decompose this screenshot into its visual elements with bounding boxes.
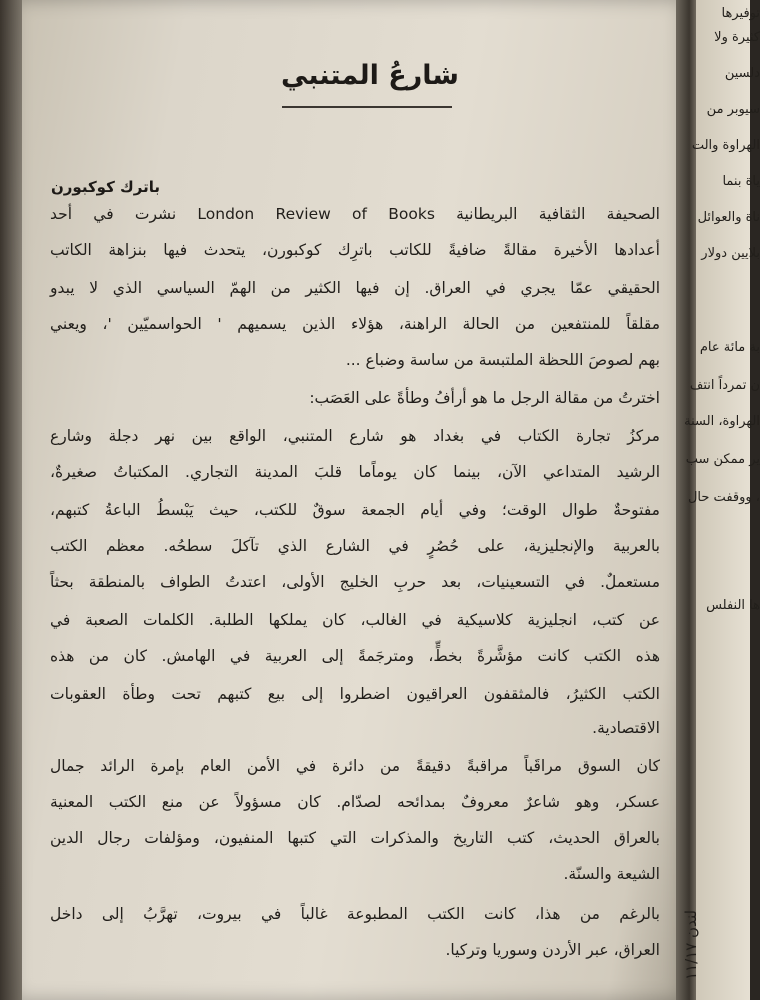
facing-page-fragment: كثيرة ولا — [714, 30, 760, 45]
body-line: الكتب الكثيرُ، فالمثقفون العراقيون اضطروا إلى بيع كتبهم تحت وطأة العقوبات — [50, 685, 660, 703]
body-line: الاقتصادية. — [592, 719, 660, 737]
body-line: بالعراق الحديث، كتب التاريخ والمذكرات التي كتبها المنفيون، ومؤلفات رجال الدين — [50, 829, 660, 847]
body-line: مقلقاً للمنتفعين من الحالة الراهنة، هؤلاء الذين يسميهم ' الحواسميّين '، ويعني — [50, 315, 660, 333]
facing-page-fragment: الهراوة والت — [691, 138, 760, 153]
signature-date: لندن ١١/١٧ — [682, 909, 700, 980]
body-line: بالرغم من هذا، كانت الكتب المطبوعة غالباً في بيروت، تهرَّبُ إلى داخل — [50, 905, 660, 923]
body-line: مفتوحةٌ طوال الوقت؛ وفي أيام الجمعة سوقٌ للكتب، حيث يَبْسطُ الباعةُ كتبهم، — [50, 501, 660, 519]
facing-page-fragment: سيوبر من — [706, 102, 760, 117]
body-line: مستعملٌ. في التسعينيات، بعد حربِ الخليج الأولى، اعتدتُ الطواف بالمنطقة بحثاً — [50, 573, 660, 591]
facing-page-fragment: دلسين — [724, 66, 760, 81]
facing-page-fragment: ن تمرداً انتف — [689, 378, 760, 393]
body-line: عن كتب، انجليزية كلاسيكية في الغالب، كان يملكها الطلبة. الكلمات الصعبة في — [50, 611, 660, 629]
body-line: بالعربية والإنجليزية، على حُصُرٍ في الشارع الذي تآكلَ سطحُه. معظم الكتب — [50, 537, 660, 555]
facing-page-fragment: الهراوة، السنة — [684, 414, 760, 429]
facing-page-fragment: ياة بنما — [722, 174, 760, 189]
body-line: بهم لصوصَ اللحظة الملتبسة من ساسة وضباع ... — [345, 351, 660, 369]
author-name: باترك كوكبورن — [50, 178, 160, 196]
facing-page-fragment: بة مائة عام — [699, 340, 760, 355]
body-line: كان السوق مراقَباً مراقبةً دقيقةً من دائرة في الأمن العام بإمرة الرائد جمال — [50, 757, 660, 775]
body-line: الصحيفة الثقافية البريطانية London Review of Books نشرت في أحد — [50, 205, 660, 223]
body-line: أعدادها الأخيرة مقالةً ضافيةً للكاتب باترِك كوكبورن، يتحدث فيها بنزاهة الكاتب — [50, 241, 660, 259]
show-through-text — [60, 8, 600, 178]
body-line: العراق، عبر الأردن وسوريا وتركيا. — [445, 941, 660, 959]
facing-page-fragment: توفيرها — [721, 6, 760, 21]
facing-page-fragment: ناة والعوائل — [697, 210, 760, 225]
facing-page-fragment: ها النفلس — [706, 598, 760, 613]
body-line: اخترتُ من مقالة الرجل ما هو أرأفُ وطأةً على العَصَب: — [309, 389, 660, 407]
facing-page-fragment: بلايين دولار — [701, 246, 760, 261]
page-title: شارعُ المتنبي — [281, 60, 459, 91]
body-line: الشيعة والسنّة. — [563, 865, 660, 883]
body-line: مركزُ تجارة الكتاب في بغداد هو شارع المتنبي، الواقع بين نهر دجلة وشارع — [50, 427, 660, 445]
body-line: هذه الكتب كانت مؤشَّرةً بخطٍّ، ومترجَمةً إلى العربية في الهامش. كان من هذه — [50, 647, 660, 665]
title-underline — [282, 106, 452, 108]
body-line: الحقيقي عمّا يجري في العراق. إن فيها الكثير من الهمّ السياسي الذي لا يبدو — [50, 279, 660, 297]
facing-page-fragment: ير ممكن سب — [685, 452, 760, 467]
body-line: عسكر، وهو شاعرٌ معروفٌ بمدائحه لصدّام. كان مسؤولاً عن منع الكتب المعنية — [50, 793, 660, 811]
body-line: الرشيد المتداعي الآن، بينما كان يوماًما قلبَ المدينة التجاري. المكتباتُ صغيرةٌ، — [50, 463, 660, 481]
facing-page-fragment: ، ووقفت حال — [687, 490, 760, 505]
